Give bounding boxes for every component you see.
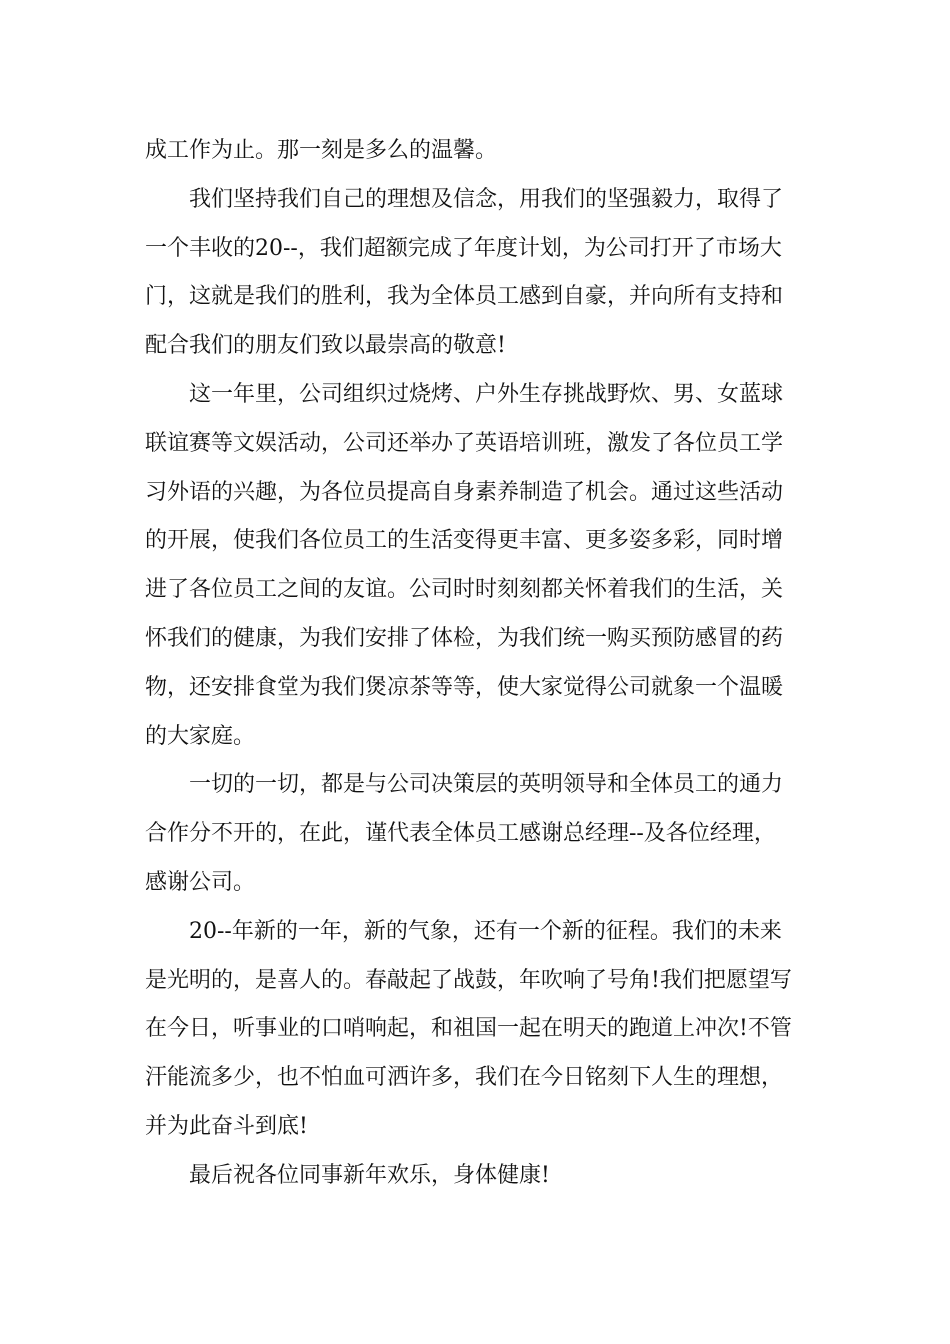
text-line: 联谊赛等文娱活动，公司还举办了英语培训班，激发了各位员工学 bbox=[145, 430, 784, 456]
text-line: 汗能流多少，也不怕血可洒许多，我们在今日铭刻下人生的理想， bbox=[145, 1065, 784, 1091]
text-line: 的开展，使我们各位员工的生活变得更丰富、更多姿多彩，同时增 bbox=[145, 528, 784, 554]
text-line: 怀我们的健康，为我们安排了体检，为我们统一购买预防感冒的药 bbox=[145, 625, 784, 651]
text-line: 最后祝各位同事新年欢乐，身体健康! bbox=[189, 1162, 550, 1188]
text-line: 一个丰收的20--，我们超额完成了年度计划，为公司打开了市场大 bbox=[145, 235, 782, 261]
text-line: 在今日，听事业的口哨响起，和祖国一起在明天的跑道上冲次!不管 bbox=[145, 1016, 792, 1042]
document-body bbox=[145, 127, 810, 1201]
paragraph-3 bbox=[145, 371, 810, 761]
text-line: 配合我们的朋友们致以最崇高的敬意! bbox=[145, 333, 506, 359]
paragraph-1 bbox=[145, 127, 810, 176]
paragraph-4 bbox=[145, 761, 810, 907]
text-line: 进了各位员工之间的友谊。公司时时刻刻都关怀着我们的生活，关 bbox=[145, 577, 784, 603]
paragraph-2 bbox=[145, 176, 810, 371]
text-line: 这一年里，公司组织过烧烤、户外生存挑战野炊、男、女蓝球 bbox=[189, 381, 784, 407]
text-line: 成工作为止。那一刻是多么的温馨。 bbox=[145, 138, 498, 163]
text-line: 的大家庭。 bbox=[145, 723, 256, 749]
paragraph-5 bbox=[145, 908, 810, 1152]
text-line: 20--年新的一年，新的气象，还有一个新的征程。我们的未来 bbox=[189, 918, 782, 944]
text-line: 合作分不开的，在此，谨代表全体员工感谢总经理--及各位经理， bbox=[145, 821, 776, 847]
text-line: 我们坚持我们自己的理想及信念，用我们的坚强毅力，取得了 bbox=[189, 186, 784, 212]
text-line: 是光明的，是喜人的。春敲起了战鼓，年吹响了号角!我们把愿望写 bbox=[145, 967, 792, 993]
text-line: 物，还安排食堂为我们煲凉茶等等，使大家觉得公司就象一个温暖 bbox=[145, 674, 784, 700]
paragraph-6 bbox=[145, 1152, 810, 1201]
text-line: 并为此奋斗到底! bbox=[145, 1113, 308, 1139]
text-line: 感谢公司。 bbox=[145, 869, 256, 895]
text-line: 门，这就是我们的胜利，我为全体员工感到自豪，并向所有支持和 bbox=[145, 284, 784, 310]
text-line: 一切的一切，都是与公司决策层的英明领导和全体员工的通力 bbox=[189, 772, 784, 798]
text-line: 习外语的兴趣，为各位员提高自身素养制造了机会。通过这些活动 bbox=[145, 479, 784, 505]
